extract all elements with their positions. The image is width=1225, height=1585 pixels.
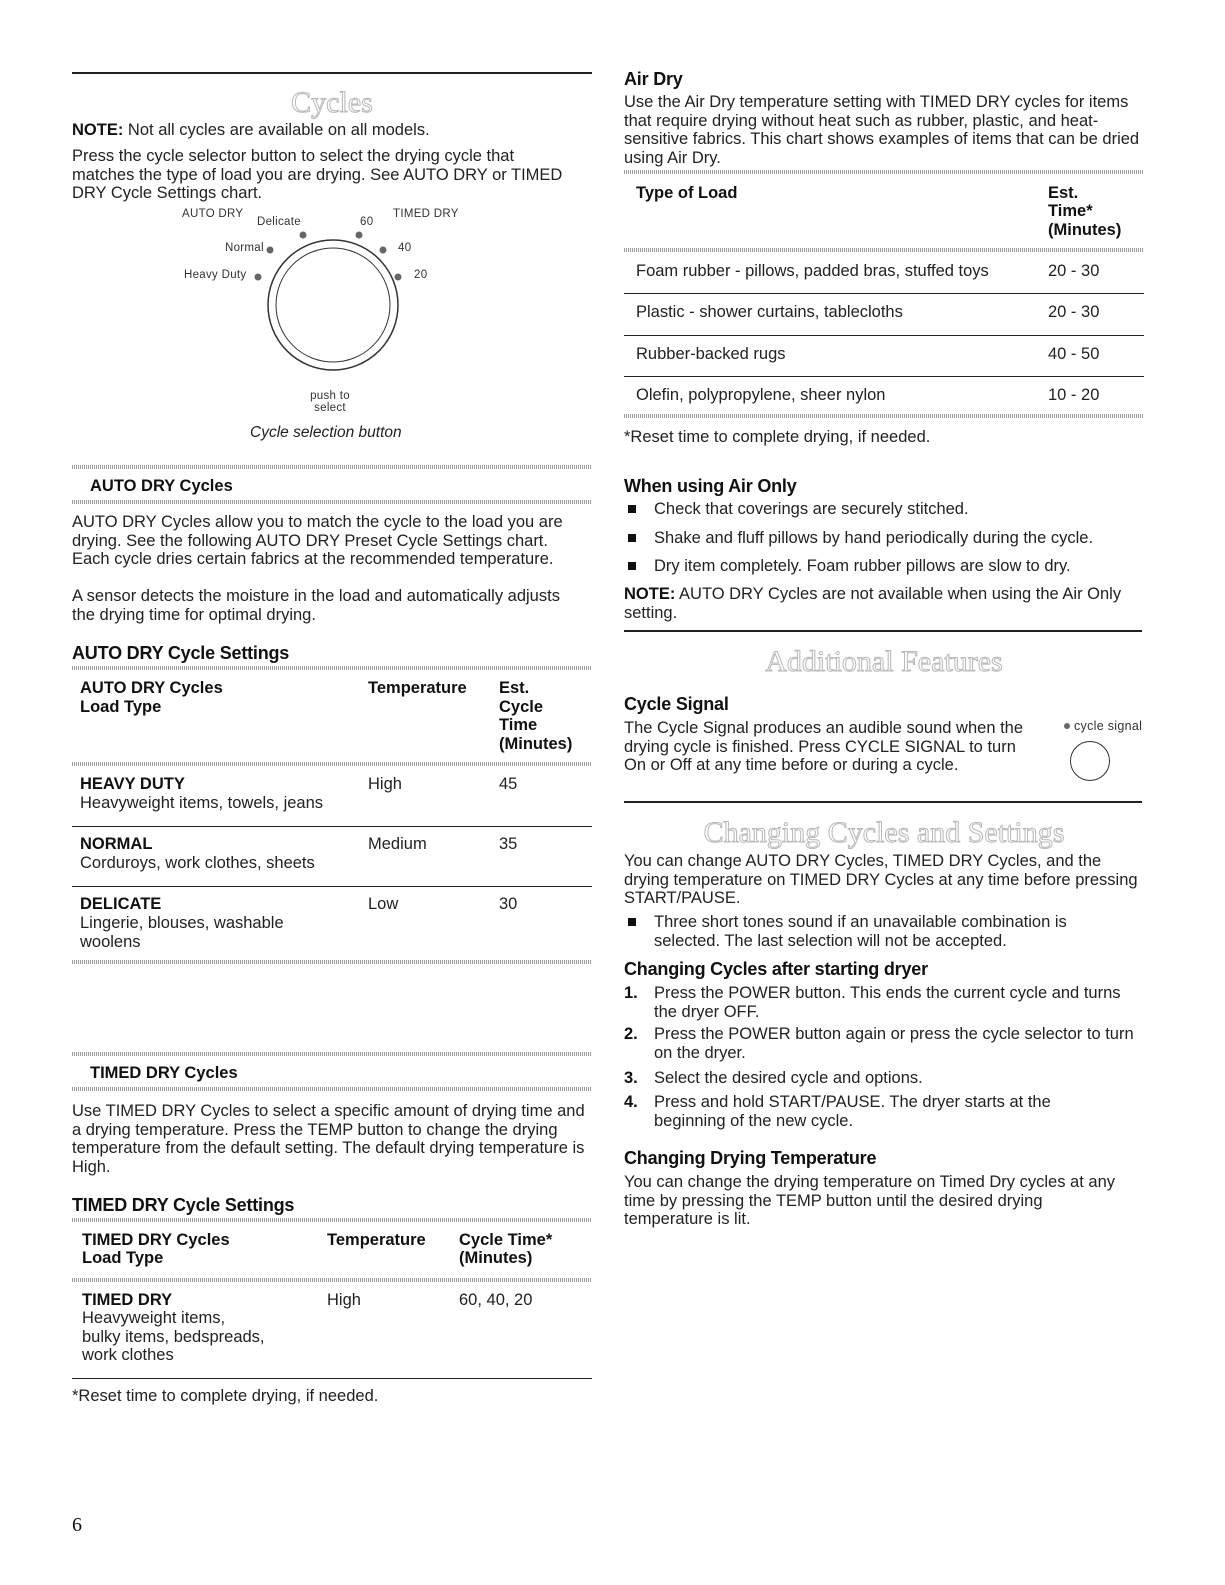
changing-temp-paragraph: You can change the drying temperature on Timed Dry cycles at any time by pressing the TEMP button until the desired drying temperature is lit. bbox=[624, 1173, 1115, 1229]
dial-label-20: 20 bbox=[414, 269, 428, 281]
list-item: Dry item completely. Foam rubber pillows are slow to dry. bbox=[654, 557, 1071, 575]
air-only-note bbox=[624, 585, 1124, 622]
cycle-name: HEAVY DUTY bbox=[80, 775, 185, 793]
dial-dot-60 bbox=[356, 232, 363, 239]
dial-dot-normal bbox=[267, 247, 274, 254]
est-time: 40 - 50 bbox=[1048, 345, 1100, 363]
temperature: Low bbox=[368, 895, 399, 913]
air-dry-paragraph: Use the Air Dry temperature setting with TIMED DRY cycles for items that require drying without heat such as rubber, plastic, and heat-sensitive fabrics. This chart shows examples of items that can be dried using Air Dry. bbox=[624, 93, 1140, 167]
note-text: AUTO DRY Cycles are not available when using the Air Only setting. bbox=[624, 585, 1122, 622]
dotted-rule bbox=[624, 170, 1144, 174]
dial-outer-ring bbox=[268, 240, 398, 370]
auto-dry-paragraph-1: AUTO DRY Cycles allow you to match the cycle to the load you are drying. See the following AUTO DRY Preset Cycle Settings chart. Each cycle dries certain fabrics at the recommended temperature. bbox=[72, 513, 563, 569]
dial-label-select: select bbox=[314, 402, 346, 414]
cycle-signal-label: cycle signal bbox=[1074, 719, 1143, 733]
cycle-time: 30 bbox=[499, 895, 518, 913]
dotted-rule bbox=[624, 248, 1144, 252]
top-rule bbox=[72, 72, 592, 74]
air-dry-heading: Air Dry bbox=[624, 69, 683, 89]
table-header: (Minutes) bbox=[499, 735, 573, 753]
timed-dry-settings-title: TIMED DRY Cycle Settings bbox=[72, 1195, 295, 1215]
list-item: Three short tones sound if an unavailable combination is selected. The last selection will not be accepted. bbox=[654, 913, 1067, 950]
cycle-signal-heading: Cycle Signal bbox=[624, 694, 729, 714]
list-item: Press the POWER button. This ends the current cycle and turns the dryer OFF. bbox=[654, 984, 1121, 1021]
load-type: Heavyweight items, bbox=[82, 1309, 226, 1327]
dotted-rule bbox=[72, 1278, 592, 1282]
section-title-cycles: Cycles bbox=[291, 86, 373, 119]
timed-dry-footnote: *Reset time to complete drying, if needed. bbox=[72, 1387, 379, 1405]
table-header: (Minutes) bbox=[459, 1249, 533, 1267]
timed-dry-paragraph: Use TIMED DRY Cycles to select a specific amount of drying time and a drying temperature. Press the TEMP button to change the drying temperature from the default setting. The default drying temperature is High. bbox=[72, 1102, 585, 1176]
row-divider bbox=[624, 293, 1144, 294]
step-number: 4. bbox=[624, 1093, 638, 1111]
temperature: Medium bbox=[368, 835, 427, 853]
dial-label-40: 40 bbox=[398, 242, 412, 254]
table-header: Load Type bbox=[80, 698, 162, 716]
table-header: Load Type bbox=[82, 1249, 164, 1267]
list-item: Press and hold START/PAUSE. The dryer starts at the beginning of the new cycle. bbox=[654, 1093, 1051, 1130]
dotted-rule bbox=[624, 414, 1144, 418]
note-text: Not all cycles are available on all models. bbox=[123, 121, 430, 139]
auto-dry-settings-title: AUTO DRY Cycle Settings bbox=[72, 643, 290, 663]
table-header: Cycle Time* bbox=[459, 1231, 553, 1249]
table-header: Cycle bbox=[499, 698, 544, 716]
air-only-heading: When using Air Only bbox=[624, 476, 797, 496]
dial-label-push: push to bbox=[310, 390, 350, 402]
load-type: Olefin, polypropylene, sheer nylon bbox=[636, 386, 886, 404]
dotted-rule bbox=[72, 762, 592, 766]
dotted-rule bbox=[72, 1218, 592, 1222]
temperature: High bbox=[368, 775, 402, 793]
timed-dry-heading: TIMED DRY Cycles bbox=[90, 1064, 238, 1082]
table-header: Type of Load bbox=[636, 184, 738, 202]
cycle-signal-button[interactable] bbox=[1070, 741, 1110, 781]
cycle-name: NORMAL bbox=[80, 835, 153, 853]
table-bottom-rule bbox=[72, 1378, 592, 1379]
list-item: Press the POWER button again or press the cycle selector to turn on the dryer. bbox=[654, 1025, 1134, 1062]
table-header: Time bbox=[499, 716, 538, 734]
signal-indicator-icon bbox=[1064, 723, 1070, 729]
changing-temp-heading: Changing Drying Temperature bbox=[624, 1148, 877, 1168]
dotted-rule bbox=[72, 960, 592, 964]
row-divider bbox=[624, 335, 1144, 336]
list-item: Shake and fluff pillows by hand periodically during the cycle. bbox=[654, 529, 1094, 547]
dial-label-heavy-duty: Heavy Duty bbox=[184, 269, 247, 281]
load-type: Foam rubber - pillows, padded bras, stuffed toys bbox=[636, 262, 989, 280]
load-type: work clothes bbox=[82, 1346, 174, 1364]
dial-label-timed-dry: TIMED DRY bbox=[393, 208, 459, 220]
table-header: TIMED DRY Cycles bbox=[82, 1231, 230, 1249]
load-type: bulky items, bedspreads, bbox=[82, 1328, 265, 1346]
list-item: Select the desired cycle and options. bbox=[654, 1069, 923, 1087]
bullet-icon bbox=[628, 918, 636, 926]
air-dry-footnote: *Reset time to complete drying, if needed. bbox=[624, 428, 931, 446]
est-time: 20 - 30 bbox=[1048, 303, 1100, 321]
table-header: Temperature bbox=[327, 1231, 426, 1249]
row-divider bbox=[72, 826, 592, 827]
section-title-changing-cycles: Changing Cycles and Settings bbox=[703, 816, 1065, 849]
dotted-rule bbox=[72, 666, 592, 670]
temperature: High bbox=[327, 1291, 361, 1309]
cycle-name: DELICATE bbox=[80, 895, 162, 913]
section-rule bbox=[624, 801, 1142, 803]
dial-dot-40 bbox=[380, 247, 387, 254]
step-number: 1. bbox=[624, 984, 638, 1002]
load-type: Plastic - shower curtains, tablecloths bbox=[636, 303, 903, 321]
cycle-time: 35 bbox=[499, 835, 518, 853]
row-divider bbox=[72, 886, 592, 887]
dotted-rule bbox=[72, 500, 592, 504]
load-type: Heavyweight items, towels, jeans bbox=[80, 794, 324, 812]
dial-inner-ring bbox=[276, 248, 390, 362]
dotted-rule bbox=[72, 1052, 592, 1056]
cycle-time: 60, 40, 20 bbox=[459, 1291, 533, 1309]
dotted-rule bbox=[72, 465, 592, 469]
list-item: Check that coverings are securely stitched. bbox=[654, 500, 969, 518]
load-type: woolens bbox=[80, 933, 141, 951]
dial-label-delicate: Delicate bbox=[257, 216, 301, 228]
step-number: 2. bbox=[624, 1025, 638, 1043]
dial-label-auto-dry: AUTO DRY bbox=[182, 208, 244, 220]
dial-dot-20 bbox=[395, 274, 402, 281]
auto-dry-paragraph-2: A sensor detects the moisture in the load and automatically adjusts the drying time for optimal drying. bbox=[72, 587, 560, 624]
page-number: 6 bbox=[72, 1514, 82, 1536]
dial-label-normal: Normal bbox=[225, 242, 264, 254]
changing-paragraph: You can change AUTO DRY Cycles, TIMED DRY Cycles, and the drying temperature on TIMED DRY Cycles at any time before pressing START/PAUSE. bbox=[624, 852, 1138, 908]
dial-label-60: 60 bbox=[360, 216, 374, 228]
load-type: Lingerie, blouses, washable bbox=[80, 914, 284, 932]
table-header: Est. bbox=[1048, 184, 1079, 202]
note-label: NOTE: bbox=[624, 585, 676, 603]
cycles-note bbox=[72, 121, 592, 140]
cycle-name: TIMED DRY bbox=[82, 1291, 173, 1309]
cycle-signal-paragraph: The Cycle Signal produces an audible sound when the drying cycle is finished. Press CYCLE SIGNAL to turn On or Off at any time before or during a cycle. bbox=[624, 719, 1024, 775]
cycles-intro: Press the cycle selector button to select the drying cycle that matches the type of load you are drying. See AUTO DRY or TIMED DRY Cycle Settings chart. bbox=[72, 147, 563, 203]
est-time: 10 - 20 bbox=[1048, 386, 1100, 404]
est-time: 20 - 30 bbox=[1048, 262, 1100, 280]
cycle-time: 45 bbox=[499, 775, 518, 793]
changing-after-heading: Changing Cycles after starting dryer bbox=[624, 959, 928, 979]
dial-dot-heavy-duty bbox=[255, 274, 262, 281]
load-type: Corduroys, work clothes, sheets bbox=[80, 854, 315, 872]
table-header: Temperature bbox=[368, 679, 467, 697]
section-rule bbox=[624, 630, 1142, 632]
table-header: Time* bbox=[1048, 202, 1093, 220]
dial-dot-delicate bbox=[300, 232, 307, 239]
note-label: NOTE: bbox=[72, 121, 124, 139]
auto-dry-heading: AUTO DRY Cycles bbox=[90, 477, 233, 495]
step-number: 3. bbox=[624, 1069, 638, 1087]
dotted-rule bbox=[72, 1087, 592, 1091]
bullet-icon bbox=[628, 562, 636, 570]
row-divider bbox=[624, 376, 1144, 377]
dial-caption: Cycle selection button bbox=[250, 424, 402, 441]
table-header: AUTO DRY Cycles bbox=[80, 679, 223, 697]
bullet-icon bbox=[628, 505, 636, 513]
table-header: Est. bbox=[499, 679, 530, 697]
bullet-icon bbox=[628, 534, 636, 542]
cycle-selector-dial bbox=[180, 225, 440, 395]
load-type: Rubber-backed rugs bbox=[636, 345, 786, 363]
section-title-additional-features: Additional Features bbox=[765, 645, 1003, 678]
table-header: (Minutes) bbox=[1048, 221, 1122, 239]
